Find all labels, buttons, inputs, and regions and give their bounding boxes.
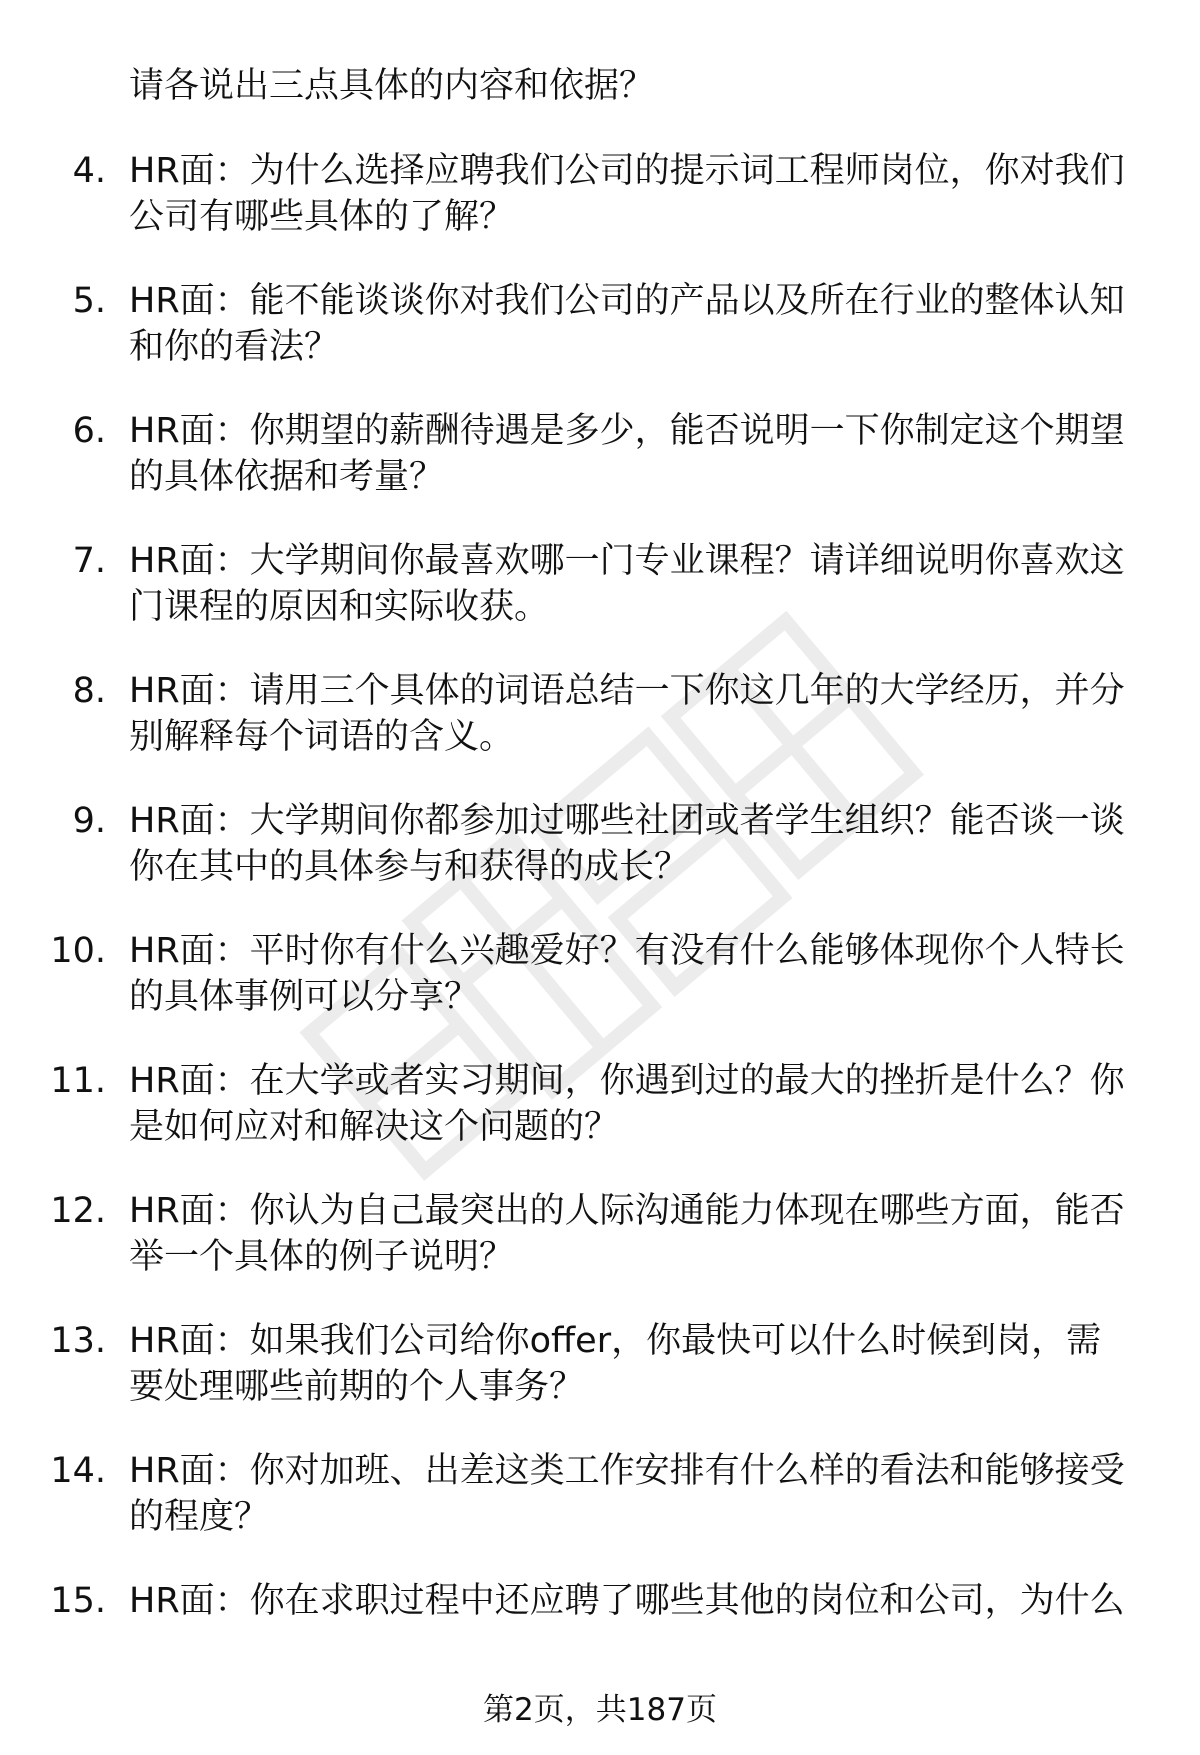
question-text <box>129 278 1159 370</box>
question-text-line: 你在其中的具体参与和获得的成长？ <box>129 847 690 887</box>
question-number: 15. <box>50 1581 106 1621</box>
question-text <box>129 1318 1159 1410</box>
question-number: 14. <box>50 1451 106 1491</box>
question-text-line: 的具体事例可以分享？ <box>129 977 480 1017</box>
question-text-line: 和你的看法？ <box>129 327 340 367</box>
question-number: 9. <box>72 801 106 841</box>
question-item <box>0 928 1200 1058</box>
question-text-line: HR面：你认为自己最突出的人际沟通能力体现在哪些方面，能否 <box>129 1191 1125 1231</box>
question-number: 5. <box>72 281 106 321</box>
question-text <box>129 408 1159 500</box>
question-item <box>0 278 1200 408</box>
question-item <box>0 668 1200 798</box>
question-text-line: HR面：大学期间你最喜欢哪一门专业课程？请详细说明你喜欢这 <box>129 541 1125 581</box>
question-number: 6. <box>72 411 106 451</box>
question-item <box>0 798 1200 928</box>
question-text-line: HR面：你在求职过程中还应聘了哪些其他的岗位和公司，为什么 <box>129 1581 1125 1621</box>
question-number: 11. <box>50 1061 106 1101</box>
question-text-line: 门课程的原因和实际收获。 <box>129 587 550 627</box>
question-text-line: HR面：如果我们公司给你offer，你最快可以什么时候到岗，需 <box>129 1321 1102 1361</box>
question-number: 13. <box>50 1321 106 1361</box>
question-item <box>0 1578 1200 1708</box>
question-text <box>129 1058 1159 1150</box>
page-footer: 第2页，共187页 <box>483 1692 717 1728</box>
question-text <box>129 1448 1159 1540</box>
question-text-line: HR面：能不能谈谈你对我们公司的产品以及所在行业的整体认知 <box>129 281 1125 321</box>
question-text-line: HR面：大学期间你都参加过哪些社团或者学生组织？能否谈一谈 <box>129 801 1125 841</box>
question-text <box>129 668 1159 760</box>
question-text <box>129 148 1159 240</box>
question-item <box>0 1448 1200 1578</box>
question-text <box>129 1578 1159 1624</box>
question-item <box>0 1188 1200 1318</box>
question-text-line: HR面：在大学或者实习期间，你遇到过的最大的挫折是什么？你 <box>129 1061 1125 1101</box>
question-text-line: 别解释每个词语的含义。 <box>129 717 515 757</box>
question-text-line: 举一个具体的例子说明？ <box>129 1237 515 1277</box>
question-text-line: HR面：你对加班、出差这类工作安排有什么样的看法和能够接受 <box>129 1451 1125 1491</box>
question-number: 8. <box>72 671 106 711</box>
question-number: 4. <box>72 151 106 191</box>
question-text <box>129 928 1159 1020</box>
question-item <box>0 538 1200 668</box>
question-number: 10. <box>50 931 106 971</box>
question-item <box>0 1058 1200 1188</box>
question-text-line: 公司有哪些具体的了解？ <box>129 197 515 237</box>
question-text <box>129 1188 1159 1280</box>
question-text <box>129 538 1159 630</box>
question-text-line: 是如何应对和解决这个问题的？ <box>129 1107 620 1147</box>
question-item <box>0 408 1200 538</box>
question-list <box>0 148 1200 1708</box>
question-number: 12. <box>50 1191 106 1231</box>
question-text-line: 的具体依据和考量？ <box>129 457 445 497</box>
question-text <box>129 798 1159 890</box>
question-text-line: HR面：为什么选择应聘我们公司的提示词工程师岗位，你对我们 <box>129 151 1125 191</box>
question-text-line: HR面：请用三个具体的词语总结一下你这几年的大学经历，并分 <box>129 671 1125 711</box>
question-text-line: 的程度？ <box>129 1497 270 1537</box>
question-number: 7. <box>72 541 106 581</box>
question-text-line: HR面：平时你有什么兴趣爱好？有没有什么能够体现你个人特长 <box>129 931 1125 971</box>
question-item <box>0 1318 1200 1448</box>
question-text-line: HR面：你期望的薪酬待遇是多少，能否说明一下你制定这个期望 <box>129 411 1125 451</box>
question-item <box>0 148 1200 278</box>
question-text-line: 要处理哪些前期的个人事务？ <box>129 1367 585 1407</box>
continuation-text: 请各说出三点具体的内容和依据？ <box>129 66 655 106</box>
